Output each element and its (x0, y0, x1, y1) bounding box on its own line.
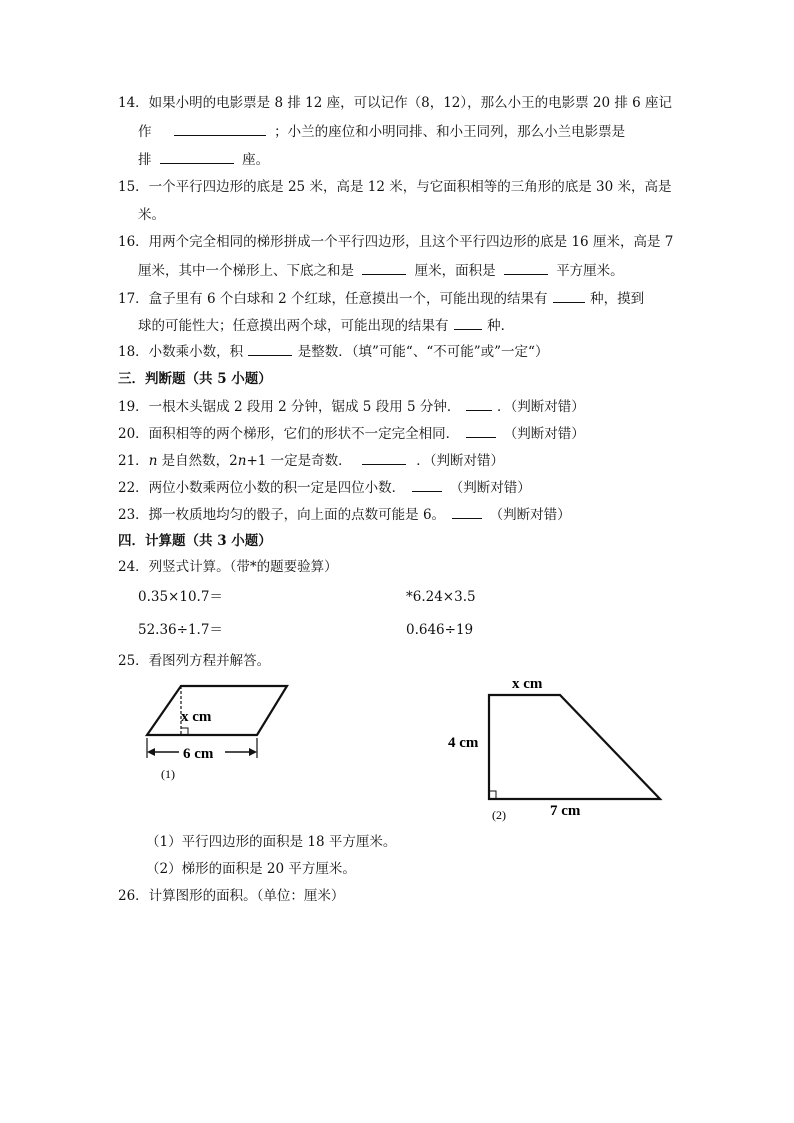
q22-text: 22．两位小数乘两位小数的积一定是四位小数． (118, 480, 406, 496)
variable-n: n (148, 453, 158, 469)
q16-text: 平方厘米。 (556, 263, 624, 279)
answer-blank[interactable] (362, 260, 406, 275)
section-heading-judgement: 三．判断题（共 5 小题） (118, 371, 272, 387)
trapezoid-shape (489, 695, 660, 799)
answer-blank[interactable] (466, 396, 492, 411)
arrow-head-right (249, 748, 257, 756)
q21-text: 是自然数，2 (157, 453, 238, 469)
answer-blank[interactable] (504, 260, 548, 275)
section-heading-calculation: 四．计算题（共 3 小题） (118, 533, 272, 549)
q21-text: ．（判断对错） (416, 453, 505, 469)
q17-text: 种，摸到 (590, 291, 645, 307)
q14-text: 排 (138, 152, 152, 168)
q22-line (118, 477, 531, 498)
q18-text: 是整数．（填”可能“、“不可能”或”一定“） (297, 344, 549, 360)
trapezoid-figure (440, 672, 670, 827)
q21-line (118, 450, 504, 471)
answer-blank[interactable] (452, 504, 482, 519)
parallelogram-figure (135, 672, 315, 792)
q19-text: 19．一根木头锯成 2 段用 2 分钟，锯成 5 段用 5 分钟． (118, 399, 461, 415)
answer-blank[interactable] (160, 149, 234, 164)
q17-line2 (138, 315, 514, 336)
q14-text: 作 (138, 124, 152, 140)
q21-text: 21． (118, 453, 149, 469)
q23-text: （判断对错） (489, 507, 571, 523)
variable-n: n (237, 453, 247, 469)
answer-blank[interactable] (466, 423, 496, 438)
q21-text: +1 一定是奇数． (246, 453, 352, 469)
q24-expression-3: 52.36÷1.7＝ (138, 622, 223, 638)
q14-line1: 14．如果小明的电影票是 8 排 12 座，可以记作（8，12），那么小王的电影票 20 排 6 座记 (118, 95, 673, 111)
q14-text: 座。 (242, 152, 270, 168)
q15-line1: 15．一个平行四边形的底是 25 米，高是 12 米，与它面积相等的三角形的底是 30 米，高是 (118, 179, 672, 195)
arrow-head-left (147, 748, 155, 756)
q17-text: 球的可能性大；任意摸出两个球，可能出现的结果有 (138, 318, 449, 334)
q25-subquestion-1: （1）平行四边形的面积是 18 平方厘米。 (146, 834, 397, 850)
q24-title: 24．列竖式计算。（带*的题要验算） (118, 559, 338, 575)
answer-blank[interactable] (248, 341, 292, 356)
q26-title: 26．计算图形的面积。（单位：厘米） (118, 888, 345, 904)
base-label: 6 cm (183, 746, 214, 762)
q24-expression-4: 0.646÷19 (406, 622, 474, 638)
q20-line (118, 423, 585, 444)
q24-expression-2: *6.24×3.5 (406, 589, 476, 605)
bottom-label: 7 cm (550, 803, 581, 819)
q16-line2 (138, 260, 624, 281)
q16-text: 厘米，面积是 (414, 263, 496, 279)
q17-line1 (118, 288, 644, 309)
q22-text: （判断对错） (449, 480, 531, 496)
figure-caption: (2) (492, 808, 506, 822)
answer-blank[interactable] (553, 288, 585, 303)
answer-blank[interactable] (454, 315, 482, 330)
q20-text: 20．面积相等的两个梯形，它们的形状不一定完全相同． (118, 426, 460, 442)
q25-subquestion-2: （2）梯形的面积是 20 平方厘米。 (146, 861, 356, 877)
q23-line (118, 504, 571, 525)
top-label: x cm (512, 676, 543, 692)
q17-text: 种． (487, 318, 515, 334)
parallelogram-shape (147, 686, 287, 735)
q17-text: 17．盒子里有 6 个白球和 2 个红球，任意摸出一个，可能出现的结果有 (118, 291, 548, 307)
q18-line (118, 341, 548, 362)
q14-line2 (138, 121, 625, 142)
q15-line2: 米。 (138, 207, 165, 223)
q18-text: 18．小数乘小数，积 (118, 344, 244, 360)
answer-blank[interactable] (362, 450, 406, 465)
height-label: x cm (181, 709, 212, 725)
figure-caption: (1) (161, 767, 175, 781)
q14-line3 (138, 149, 269, 170)
q25-title: 25．看图列方程并解答。 (118, 653, 271, 669)
q16-line1: 16．用两个完全相同的梯形拼成一个平行四边形，且这个平行四边形的底是 16 厘米，高是 7 (118, 234, 674, 250)
q20-text: （判断对错） (503, 426, 585, 442)
q19-text: ．（判断对错） (496, 399, 585, 415)
q19-line (118, 396, 585, 417)
q24-expression-1: 0.35×10.7＝ (138, 589, 223, 605)
q16-text: 厘米，其中一个梯形上、下底之和是 (138, 263, 354, 279)
answer-blank[interactable] (412, 477, 442, 492)
q23-text: 23．掷一枚质地均匀的骰子，向上面的点数可能是 6。 (118, 507, 446, 523)
answer-blank[interactable] (174, 121, 266, 136)
q14-text: ；小兰的座位和小明同排、和小王同列，那么小兰电影票是 (274, 124, 626, 140)
height-label: 4 cm (448, 735, 479, 751)
